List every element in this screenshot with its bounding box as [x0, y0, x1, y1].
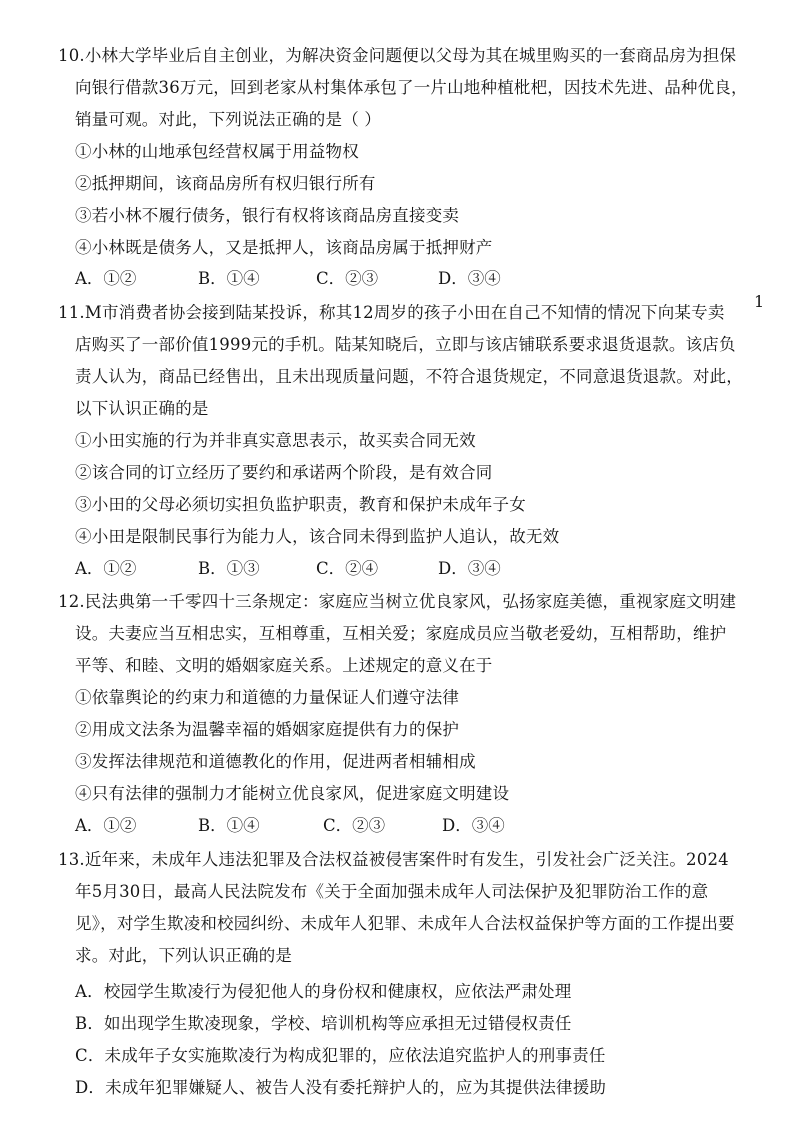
- question-13-item-c: C．未成年子女实施欺凌行为构成犯罪的，应依法追究监护人的刑事责任: [75, 1046, 606, 1065]
- question-11-stem-1: M市消费者协会接到陆某投诉，称其12周岁的孩子小田在自己不知情的情况下向某专卖: [84, 303, 725, 322]
- question-13-stem-1: 近年来，未成年人违法犯罪及合法权益被侵害案件时有发生，引发社会广泛关注。2024: [84, 850, 729, 869]
- question-11-choice-c: C．②④: [316, 559, 379, 578]
- question-12-choice-c: C．②③: [323, 816, 386, 835]
- question-12-choice-a: A．①②: [75, 816, 137, 835]
- question-11-item-4: ④小田是限制民事行为能力人，该合同未得到监护人追认，故无效: [75, 527, 560, 546]
- question-10-choice-d: D．③④: [438, 269, 501, 288]
- question-13-item-d: D．未成年犯罪嫌疑人、被告人没有委托辩护人的，应为其提供法律援助: [75, 1078, 607, 1097]
- question-10-line-1: [58, 45, 736, 67]
- question-10-choice-c: C．②③: [316, 269, 379, 288]
- question-12-item-2: ②用成文法条为温馨幸福的婚姻家庭提供有力的保护: [75, 720, 460, 739]
- question-10-item-4: ④小林既是债务人，又是抵押人，该商品房属于抵押财产: [75, 238, 493, 257]
- question-10-stem-3: 销量可观。对此，下列说法正确的是（ ）: [75, 110, 382, 129]
- question-12-choice-d: D．③④: [442, 816, 505, 835]
- question-11-number: 11.: [58, 303, 85, 322]
- question-11-line-1: [58, 302, 725, 324]
- question-10-item-2: ②抵押期间，该商品房所有权归银行所有: [75, 174, 376, 193]
- question-10-number: 10.: [58, 46, 85, 65]
- question-11-choice-a: A．①②: [75, 559, 137, 578]
- question-10-choice-b: B．①④: [198, 269, 260, 288]
- question-10-stem-1: 小林大学毕业后自主创业，为解决资金问题便以父母为其在城里购买的一套商品房为担保: [84, 46, 737, 65]
- question-13-stem-3: 见》，对学生欺凌和校园纠纷、未成年人犯罪、未成年人合法权益保护等方面的工作提出要: [75, 914, 735, 933]
- question-13-item-b: B．如出现学生欺凌现象，学校、培训机构等应承担无过错侵权责任: [75, 1014, 572, 1033]
- question-12-choice-b: B．①④: [198, 816, 260, 835]
- question-11-stem-2: 店购买了一部价值1999元的手机。陆某知晓后，立即与该店铺联系要求退货退款。该店负: [75, 335, 736, 354]
- question-11-item-1: ①小田实施的行为并非真实意思表示，故买卖合同无效: [75, 431, 476, 450]
- question-12-item-1: ①依靠舆论的约束力和道德的力量保证人们遵守法律: [75, 688, 460, 707]
- question-12-number: 12.: [58, 592, 85, 611]
- question-13-item-a: A．校园学生欺凌行为侵犯他人的身份权和健康权，应依法严肃处理: [75, 982, 572, 1001]
- question-13-line-1: [58, 849, 729, 871]
- question-10-item-1: ①小林的山地承包经营权属于用益物权: [75, 142, 359, 161]
- question-12-item-4: ④只有法律的强制力才能树立优良家风，促进家庭文明建设: [75, 784, 510, 803]
- question-12-item-3: ③发挥法律规范和道德教化的作用，促进两者相辅相成: [75, 752, 476, 771]
- question-13-stem-2: 年5月30日，最高人民法院发布《关于全面加强未成年人司法保护及犯罪防治工作的意: [75, 882, 709, 901]
- question-12-stem-1: 民法典第一千零四十三条规定：家庭应当树立优良家风，弘扬家庭美德，重视家庭文明建: [84, 592, 737, 611]
- question-11-item-2: ②该合同的订立经历了要约和承诺两个阶段，是有效合同: [75, 463, 493, 482]
- question-12-stem-3: 平等、和睦、文明的婚姻家庭关系。上述规定的意义在于: [75, 656, 493, 675]
- question-11-choice-b: B．①③: [198, 559, 260, 578]
- question-10-stem-2: 向银行借款36万元，回到老家从村集体承包了一片山地种植枇杷，因技术先进、品种优良，: [75, 78, 748, 97]
- margin-mark: 1: [754, 292, 765, 311]
- question-11-stem-3: 责人认为，商品已经售出，且未出现质量问题，不符合退货规定，不同意退货退款。对此，: [75, 367, 743, 386]
- question-11-stem-4: 以下认识正确的是: [75, 399, 209, 418]
- question-13-number: 13.: [58, 850, 85, 869]
- question-10-choice-a: A．①②: [75, 269, 137, 288]
- question-10-item-3: ③若小林不履行债务，银行有权将该商品房直接变卖: [75, 206, 460, 225]
- question-11-choice-d: D．③④: [438, 559, 501, 578]
- question-11-item-3: ③小田的父母必须切实担负监护职责，教育和保护未成年子女: [75, 495, 526, 514]
- question-12-line-1: [58, 591, 736, 613]
- question-12-stem-2: 设。夫妻应当互相忠实，互相尊重，互相关爱；家庭成员应当敬老爱幼，互相帮助，维护: [75, 624, 727, 643]
- question-13-stem-4: 求。对此，下列认识正确的是: [75, 946, 293, 965]
